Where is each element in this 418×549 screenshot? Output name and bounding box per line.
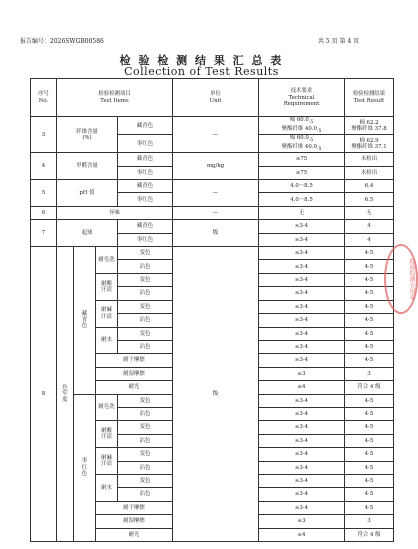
table-cell: 耐皂洗 bbox=[96, 394, 118, 421]
page-info: 共 5 页 第 4 页 bbox=[318, 38, 360, 45]
table-cell: 棉 60.0 bbox=[289, 135, 309, 142]
table-cell: ≥3-4 bbox=[259, 233, 345, 246]
table-cell: 藏青色 bbox=[118, 153, 173, 166]
table-cell: 枣红色 bbox=[81, 458, 88, 477]
table-cell: -5 bbox=[308, 138, 314, 144]
table-cell: 4-5 bbox=[345, 448, 394, 461]
table-cell: 耐酸汗渍 bbox=[101, 428, 112, 441]
official-seal-stamp: 检验检测专用章 bbox=[384, 244, 418, 314]
table-cell: 4-5 bbox=[345, 340, 394, 353]
table-cell: 甲醛含量 bbox=[57, 153, 118, 180]
table-cell: 未检出 bbox=[345, 166, 394, 179]
table-cell: ≥3-4 bbox=[259, 448, 345, 461]
table-cell: 枣红色 bbox=[118, 233, 173, 246]
table-cell: 沾色 bbox=[118, 434, 173, 447]
table-cell: 无 bbox=[259, 206, 345, 219]
table-cell: 3 bbox=[345, 367, 394, 380]
table-cell: 沾色 bbox=[118, 407, 173, 420]
header-row bbox=[31, 79, 394, 117]
table-cell: ≥3-4 bbox=[259, 434, 345, 447]
table-cell: 变色 bbox=[118, 327, 173, 340]
table-cell: 3 bbox=[345, 515, 394, 528]
table-cell: ≥3-4 bbox=[259, 300, 345, 313]
table-cell: 4-5 bbox=[345, 273, 394, 286]
table-cell: 4-5 bbox=[345, 434, 394, 447]
table-cell: ≥3-4 bbox=[259, 488, 345, 501]
table-cell: 6.4 bbox=[345, 180, 394, 193]
report-number-label: 报告编号： bbox=[20, 38, 51, 45]
table-cell: 耐干摩擦 bbox=[96, 501, 173, 514]
table-cell: ≥3-4 bbox=[259, 421, 345, 434]
col-unit: 单位 Unit bbox=[173, 79, 259, 117]
table-cell: 聚酯纤维 37.1 bbox=[351, 143, 387, 150]
table-cell: ≥3-4 bbox=[259, 247, 345, 260]
table-cell: 符合 4 级 bbox=[345, 381, 394, 394]
table-cell: 耐酸汗渍 bbox=[101, 280, 112, 293]
table-cell: — bbox=[173, 180, 259, 207]
title-english: Collection of Test Results bbox=[124, 65, 279, 78]
table-cell: 沾色 bbox=[118, 314, 173, 327]
results-table bbox=[30, 78, 394, 542]
table-cell: 耐光 bbox=[96, 381, 173, 394]
table-cell: 未检出 bbox=[345, 153, 394, 166]
table-cell: ≥3-4 bbox=[259, 260, 345, 273]
table-cell: ≥3-4 bbox=[259, 407, 345, 420]
table-cell: 枣红色 bbox=[118, 166, 173, 179]
table-cell: 耐水 bbox=[96, 327, 118, 354]
table-cell: (%) bbox=[82, 134, 92, 141]
table-cell: ≥3-4 bbox=[259, 461, 345, 474]
table-cell: 4-5 bbox=[345, 354, 394, 367]
item-color-fastness bbox=[57, 247, 74, 542]
table-cell: 6.5 bbox=[345, 193, 394, 206]
table-cell: ≥3-4 bbox=[259, 474, 345, 487]
table-cell: 4.0～8.5 bbox=[259, 180, 345, 193]
table-cell: ≥3-4 bbox=[259, 354, 345, 367]
table-cell: — bbox=[173, 206, 259, 219]
col-result: 检验检测结果 Test Result bbox=[345, 79, 394, 117]
table-cell: 变色 bbox=[118, 247, 173, 260]
report-number-value: 2026SWGB00586 bbox=[50, 38, 104, 45]
table-cell: 变色 bbox=[118, 300, 173, 313]
table-cell: ≥3-4 bbox=[259, 501, 345, 514]
table-cell: 起球 bbox=[57, 220, 118, 247]
col-requirement: 技术要求 Technical Requirement bbox=[259, 79, 345, 117]
table-cell: ≥3-4 bbox=[259, 340, 345, 353]
table-cell: 符合 4 级 bbox=[345, 528, 394, 541]
table-cell: 沾色 bbox=[118, 461, 173, 474]
table-cell: 聚酯纤维 37.8 bbox=[351, 125, 387, 132]
table-cell: ≥3 bbox=[259, 515, 345, 528]
table-cell: ≥3 bbox=[259, 367, 345, 380]
table-cell: ≥3-4 bbox=[259, 314, 345, 327]
table-cell: 4-5 bbox=[345, 394, 394, 407]
table-cell: 聚酯纤维 40.0 bbox=[281, 125, 317, 132]
table-cell: 沾色 bbox=[118, 488, 173, 501]
table-cell: mg/kg bbox=[173, 153, 259, 180]
table-cell: 沾色 bbox=[118, 340, 173, 353]
table-cell: 4 bbox=[31, 153, 57, 180]
table-cell: 4-5 bbox=[345, 300, 394, 313]
table-cell: ≤75 bbox=[259, 153, 345, 166]
table-cell: 变色 bbox=[118, 273, 173, 286]
table-cell: 变色 bbox=[118, 421, 173, 434]
table-row bbox=[31, 153, 394, 166]
report-number bbox=[20, 36, 104, 45]
table-cell: 变色 bbox=[118, 394, 173, 407]
table-cell: 耐湿摩擦 bbox=[96, 367, 173, 380]
table-cell: 4-5 bbox=[345, 260, 394, 273]
table-cell: 6 bbox=[31, 206, 57, 219]
table-cell: -5 bbox=[316, 128, 322, 134]
table-cell: 棉 60.0 bbox=[289, 117, 309, 124]
table-cell: 4-5 bbox=[345, 407, 394, 420]
table-cell: — bbox=[173, 117, 259, 153]
table-cell: 4 bbox=[345, 233, 394, 246]
table-cell: 藏青色 bbox=[118, 180, 173, 193]
table-cell: 无 bbox=[345, 206, 394, 219]
table-cell: 异味 bbox=[57, 206, 173, 219]
table-row bbox=[31, 220, 394, 233]
table-cell: ≥3-4 bbox=[259, 394, 345, 407]
table-cell: -5 bbox=[308, 120, 314, 126]
table-cell: 沾色 bbox=[118, 260, 173, 273]
table-cell: 4-5 bbox=[345, 461, 394, 474]
table-cell: 棉 62.2 bbox=[359, 119, 379, 126]
table-row bbox=[31, 247, 394, 260]
table-cell: 8 bbox=[31, 247, 57, 542]
table-cell: 级 bbox=[173, 247, 259, 542]
table-cell: 5 bbox=[31, 180, 57, 207]
table-cell: 耐干摩擦 bbox=[96, 354, 173, 367]
table-cell: 藏青色 bbox=[81, 310, 88, 330]
table-cell: 4.0～8.5 bbox=[259, 193, 345, 206]
table-cell: ≥4 bbox=[259, 381, 345, 394]
table-cell: 4-5 bbox=[345, 314, 394, 327]
table-cell: 4-5 bbox=[345, 327, 394, 340]
table-cell: 耐湿摩擦 bbox=[96, 515, 173, 528]
table-cell: 级 bbox=[173, 220, 259, 247]
col-item: 检验检测项目 Test Items bbox=[57, 79, 173, 117]
table-cell: pH 值 bbox=[57, 180, 118, 207]
table-cell: 4-5 bbox=[345, 501, 394, 514]
table-cell: 枣红色 bbox=[118, 135, 173, 153]
table-row bbox=[31, 117, 394, 135]
table-cell: 耐光 bbox=[96, 528, 173, 541]
table-cell: 藏青色 bbox=[118, 220, 173, 233]
table-cell: 耐皂洗 bbox=[96, 247, 118, 274]
table-cell: 变色 bbox=[118, 474, 173, 487]
table-cell: 4-5 bbox=[345, 474, 394, 487]
table-cell: 变色 bbox=[118, 448, 173, 461]
item-name bbox=[57, 117, 118, 153]
table-cell: 沾色 bbox=[118, 287, 173, 300]
table-cell: 耐水 bbox=[96, 474, 118, 501]
col-no: 序号 No. bbox=[31, 79, 57, 117]
table-cell: 枣红色 bbox=[118, 193, 173, 206]
title-chinese: 检 验 检 测 结 果 汇 总 表 bbox=[119, 54, 284, 67]
table-cell: 耐碱汗渍 bbox=[101, 307, 112, 320]
table-cell: -5 bbox=[316, 146, 322, 152]
table-cell: ≤75 bbox=[259, 166, 345, 179]
table-cell: ≥3-4 bbox=[259, 327, 345, 340]
table-cell: 纤维含量 bbox=[76, 128, 98, 135]
table-cell: 4 bbox=[345, 220, 394, 233]
table-cell: 藏青色 bbox=[118, 117, 173, 135]
table-row bbox=[31, 206, 394, 219]
table-cell: ≥3-4 bbox=[259, 220, 345, 233]
table-cell: 4-5 bbox=[345, 488, 394, 501]
table-cell: 7 bbox=[31, 220, 57, 247]
table-cell: 4-5 bbox=[345, 421, 394, 434]
table-cell: ≥3-4 bbox=[259, 287, 345, 300]
table-cell: 棉 62.9 bbox=[359, 137, 379, 144]
table-row bbox=[31, 180, 394, 193]
table-cell: 4-5 bbox=[345, 247, 394, 260]
table-cell: 聚酯纤维 40.0 bbox=[281, 143, 317, 150]
table-cell: 4-5 bbox=[345, 287, 394, 300]
table-cell: 色牢度 bbox=[62, 384, 68, 404]
table-cell: ≥4 bbox=[259, 528, 345, 541]
table-cell: 3 bbox=[31, 117, 57, 153]
table-cell: 耐碱汗渍 bbox=[101, 454, 112, 468]
table-cell: ≥3-4 bbox=[259, 273, 345, 286]
